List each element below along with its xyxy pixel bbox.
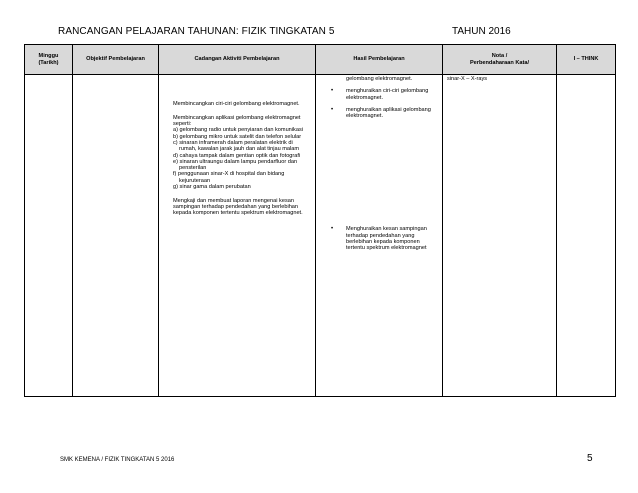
cadangan-para-1: Membincangkan ciri-ciri gelombang elektromagnet. [173, 101, 300, 107]
cell-hasil [316, 75, 443, 397]
nota-text: sinar-X – X-rays [447, 76, 488, 82]
table-header-row [25, 45, 616, 75]
lesson-plan-table [24, 44, 616, 397]
list-item: b) gelombang mikro untuk satelit dan telefon selular [173, 133, 302, 140]
cell-nota [443, 75, 557, 397]
col-header-nota: Nota / Perbendaharaan Kata/ [443, 45, 557, 75]
bullet-icon: • [331, 88, 334, 95]
bullet-icon: • [331, 226, 334, 233]
col-header-hasil: Hasil Pembelajaran [316, 45, 443, 75]
col-header-cadangan: Cadangan Aktiviti Pembelajaran [159, 45, 316, 75]
list-item: f) penggunaan sinar-X di hospital dan bidang kejuruteraan [173, 171, 285, 184]
list-item: e) sinaran ultraungu dalam lampu pendarfluor dan pensterilan [173, 158, 298, 172]
footer-text: SMK KEMENA / FIZIK TINGKATAN 5 2016 [60, 457, 175, 463]
col-header-minggu: Minggu (Tarikh) [25, 45, 73, 75]
cell-objektif [73, 75, 159, 397]
table-row [25, 75, 616, 397]
list-item: g) sinar gama dalam perubatan [173, 184, 251, 191]
cell-ithink [557, 75, 616, 397]
cadangan-para-3: Mengkaji dan membuat laporan mengenai kesan sampingan terhadap pendedahan yang berlebihan kepada komponen tertentu spektrum elektromagnet. [173, 197, 303, 217]
cell-minggu [25, 75, 73, 397]
col-header-ithink: I – THINK [557, 45, 616, 75]
cell-cadangan [159, 75, 316, 397]
col-header-objektif: Objektif Pembelajaran [73, 45, 159, 75]
list-item: d) cahaya tampak dalam gentian optik dan fotografi [173, 152, 301, 159]
list-item: a) gelombang radio untuk penyiaran dan komunikasi [173, 127, 303, 134]
hasil-bullet-2: • menghuraikan aplikasi gelombang elektromagnet. [331, 106, 431, 120]
bullet-icon: • [331, 106, 334, 113]
page-number: 5 [587, 453, 593, 464]
hasil-continued: gelombang elektromagnet. [346, 76, 413, 82]
list-item: c) sinaran inframerah dalam peralatan elektrik di rumah, kawalan jarak jauh dan alat tinjau malam [173, 139, 300, 153]
page-title: RANCANGAN PELAJARAN TAHUNAN: FIZIK TINGKATAN 5 [58, 26, 335, 37]
year-label: TAHUN 2016 [452, 26, 511, 37]
hasil-bullet-1: • menghuraikan ciri-ciri gelombang elektromagnet. [331, 88, 429, 101]
hasil-bullet-3: • Menghuraikan kesan sampingan terhadap pendedahan yang berlebihan kepada komponen tertentu spektrum elektromagnet [331, 226, 427, 252]
cadangan-para-2: Membincangkan aplikasi gelombang elektromagnet seperti: [173, 114, 301, 128]
